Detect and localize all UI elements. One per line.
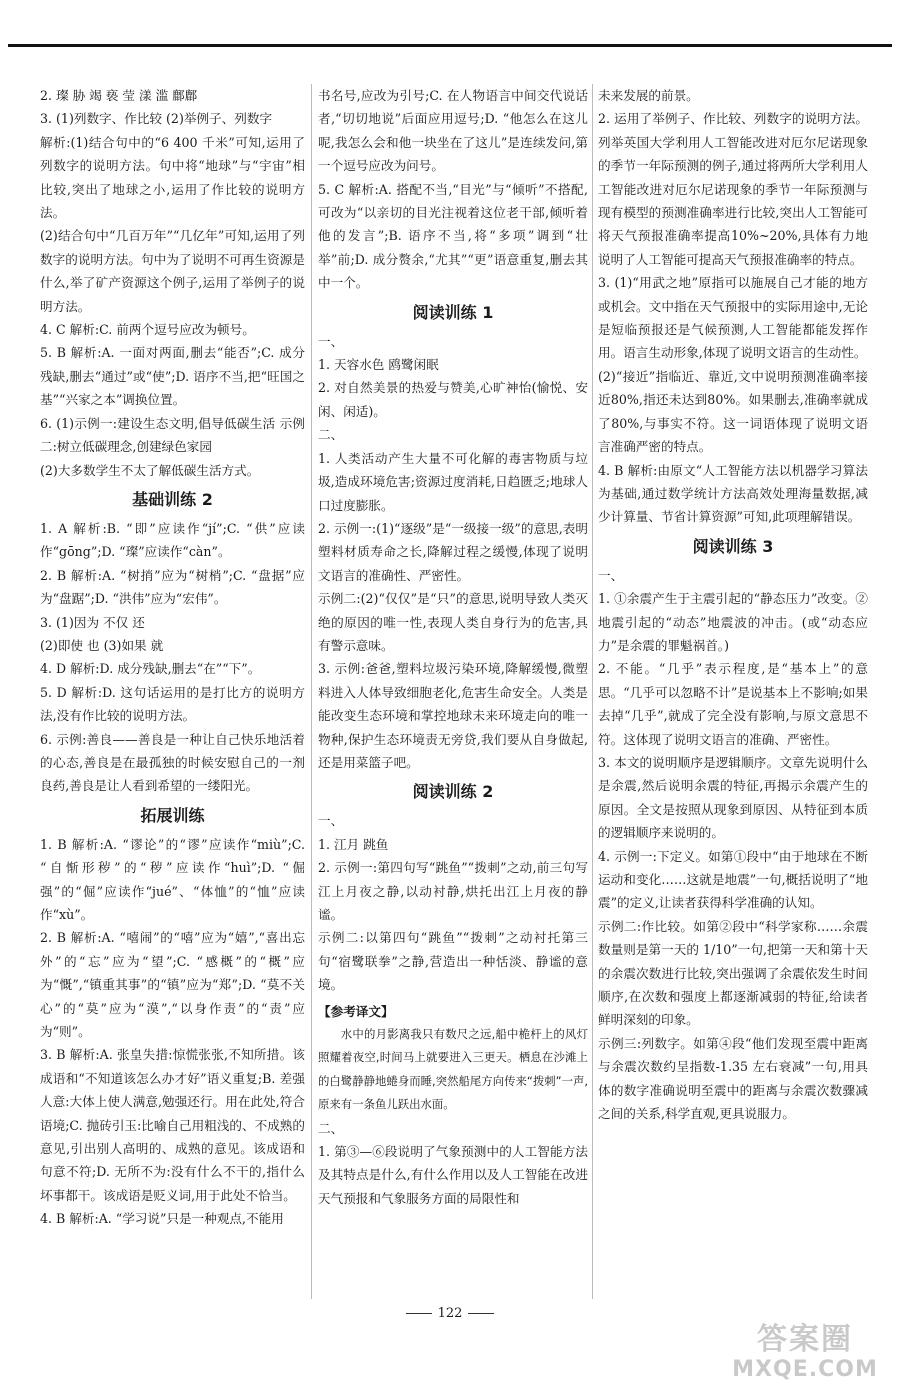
answer-paragraph: 示例二:以第四句“跳鱼”“拨刺”之动衬托第三句“宿鹭联拳”之静,营造出一种恬淡、静谧的意境。 (318, 930, 588, 993)
answer-paragraph: 示例二:(2)“仅仅”是“只”的意思,说明导致人类灭绝的原因的唯一性,表现人类自身行为的危害,具有警示意味。 (318, 591, 588, 653)
answer-paragraph: 3. B 解析:A. 张皇失措:惊慌张张,不知所措。该成语和“不知道该怎么办才好”语义重复;B. 差强人意:大体上使人满意,勉强还行。用在此处,符合语境;C. 抛砖引玉:比喻自己用粗浅的、不成熟的意见,引出别人高明的、成熟的意见。该成语和句意不符;D. 无所不为:没有什么不干的,指什么坏事都干。该成语是贬义词,用于此处不恰当。 (40, 1047, 305, 1203)
answer-paragraph: 1. ①余震产生于主震引起的“静态压力”改变。②地震引起的“动态”地震波的冲击。(或“动态应力”是余震的罪魁祸首。) (598, 591, 868, 653)
answer-paragraph: 1. 江月 跳鱼 (318, 836, 389, 852)
answer-paragraph: 二、 (318, 427, 344, 443)
answer-paragraph: 6. 示例:善良——善良是一种让自己快乐地活着的心态,善良是在最孤独的时候安慰自己的一剂良药,善良是让人看到希望的一缕阳光。 (40, 731, 305, 794)
answer-paragraph: 5. C 解析:A. 搭配不当,“目光”与“倾听”不搭配,可改为“以亲切的目光注视着这位老干部,倾听着他的发言”;B. 语序不当,将“多项”调到“壮举”前;D. 成分赘余,“尤其”“更”语意重复,删去其中一个。 (318, 181, 588, 291)
answer-paragraph: 5. D 解析:D. 这句话运用的是打比方的说明方法,没有作比较的说明方法。 (40, 684, 305, 724)
column-left (40, 84, 305, 1231)
section-heading: 基础训练 2 (132, 489, 213, 509)
answer-paragraph: 示例二:作比较。如第②段中“科学家称……余震数量则是第一天的 1/10”一句,把第一天和第十天的余震次数进行比较,突出强调了余震依发生时间顺序,在次数和强度上都逐渐减弱的特征,给读者鲜明深刻的印象。 (598, 918, 868, 1028)
answer-paragraph: 4. D 解析:D. 成分残缺,删去“在”“下”。 (40, 661, 261, 677)
answer-paragraph: 2. B 解析:A. “嘻闹”的“嘻”应为“嬉”,“喜出忘外”的“忘”应为“望”;C. “感概”的“概”应为“慨”,“镇重其事”的“镇”应为“郑”;D. “莫不关心”的“莫”应为“漠”,“以身作责”的“责”应为“则”。 (40, 930, 305, 1040)
answer-paragraph: 书名号,应改为引号;C. 在人物语言中间交代说话者,“切切地说”后面应用逗号;D. “他怎么在这儿呢,我怎么会和他一块坐在了这儿”是连续发问,第一个逗号应改为问号。 (318, 88, 588, 174)
answer-paragraph: (2)“接近”指临近、靠近,文中说明预测准确率接近80%,指还未达到80%。如果删去,准确率就成了80%,与事实不符。这一词语体现了说明文语言准确严密的特点。 (598, 368, 868, 455)
answer-paragraph: 示例三:列数字。如第④段“他们发现至震中距离与余震次数约呈指数-1.35 左右衰减”一句,用具体的数字准确说明至震中的距离与余震次数骤减之间的关系,科学直观,更具说服力。 (598, 1035, 868, 1122)
column-middle (318, 84, 588, 1210)
answer-paragraph: 未来发展的前景。 (598, 88, 699, 103)
answer-paragraph: 2. 示例一:第四句写“跳鱼”“拨刺”之动,前三句写江上月夜之静,以动衬静,烘托出江上月夜的静谧。 (318, 860, 588, 922)
reference-label: 【参考译文】 (318, 1003, 394, 1019)
section-heading: 阅读训练 1 (412, 302, 494, 322)
answer-paragraph: 4. B 解析:A. “学习说”只是一种观点,不能用 (40, 1211, 284, 1227)
section-heading: 拓展训练 (140, 805, 205, 825)
answer-paragraph: 1. 第③—⑥段说明了气象预测中的人工智能方法及其特点是什么,有什么作用以及人工智能在改进天气预报和气象服务方面的局限性和 (318, 1144, 588, 1206)
answer-paragraph: 一、 (318, 333, 344, 349)
answer-paragraph: 3. (1)“用武之地”原指可以施展自己才能的地方或机会。文中指在天气预报中的实际用途中,无论是短临预报还是气候预测,人工智能都能发挥作用。语言生动形象,体现了说明文语言的生动性。 (598, 275, 868, 361)
watermark-logo: 答案圈 (757, 1322, 853, 1357)
answer-paragraph: 1. A 解析:B. “即”应读作“jí”;C. “供”应读作“gōng”;D. “璨”应读作“càn”。 (40, 520, 305, 560)
answer-paragraph: 3. (1)列数字、作比较 (2)举例子、列数字 (40, 111, 273, 127)
answer-paragraph: 2. 对自然美景的热爱与赞美,心旷神怡(愉悦、安闲、闲适)。 (318, 380, 588, 419)
answer-paragraph: (2)即使 也 (3)如果 就 (40, 637, 164, 653)
section-heading: 阅读训练 2 (412, 782, 494, 802)
answer-paragraph: 一、 (598, 567, 624, 583)
answer-paragraph: 3. 示例:爸爸,塑料垃圾污染环境,降解缓慢,微塑料进入人体导致细胞老化,危害生命安全。人类是能改变生态环境和掌控地球未来环境走向的唯一物种,保护生态环境责无旁贷,我们要从自身做起,还是用菜篮子吧。 (318, 661, 588, 770)
answer-paragraph: 2. 璨 胁 竭 亵 莹 漾 滥 鄜鄜 (40, 88, 198, 103)
answer-paragraph: 3. 本文的说明顺序是逻辑顺序。文章先说明什么是余震,然后说明余震的特征,再揭示余震产生的原因。全文是按照从现象到原因、从特征到本质的逻辑顺序来说明的。 (598, 754, 868, 841)
answer-paragraph: 2. B 解析:A. “树捎”应为“树梢”;C. “盘据”应为“盘踞”;D. “洪伟”应为“宏伟”。 (40, 567, 305, 607)
section-heading: 阅读训练 3 (692, 536, 774, 556)
answer-paragraph: 一、 (318, 813, 344, 829)
answer-paragraph: 1. 天容水色 鸥鹭闲眠 (318, 357, 439, 373)
top-rule (8, 44, 892, 47)
answer-paragraph: 4. 示例一:下定义。如第①段中“由于地球在不断运动和变化……这就是地震”一句,概括说明了“地震”的定义,让读者获得科学准确的认知。 (598, 848, 868, 911)
watermark (720, 1322, 890, 1382)
watermark-url: MXQE.COM (732, 1357, 878, 1382)
answer-paragraph: 1. B 解析:A. “谬论”的“谬”应读作“miù”;C. “自惭形秽”的“秽”应读作“huì”;D. “倔强”的“倔”应读作“jué”、“体恤”的“恤”应读作“xù”。 (40, 836, 305, 922)
answer-paragraph: 1. 人类活动产生大量不可化解的毒害物质与垃圾,造成环境危害;资源过度消耗,日趋匮乏;地球人口过度膨胀。 (318, 450, 588, 513)
column-divider (592, 84, 593, 1299)
answer-paragraph: 4. B 解析:由原文“人工智能方法以机器学习算法为基础,通过数学统计方法高效处理海量数据,减少计算量、节省计算资源”可知,此项理解错误。 (598, 462, 868, 525)
answer-paragraph: 4. C 解析:C. 前两个逗号应改为顿号。 (40, 322, 255, 338)
answer-paragraph: 5. B 解析:A. 一面对两面,删去“能否”;C. 成分残缺,删去“通过”或“使”;D. 语序不当,把“旺国之基”“兴家之本”调换位置。 (40, 345, 305, 408)
column-right (598, 84, 868, 1125)
answer-paragraph: 2. 运用了举例子、作比较、列数字的说明方法。列举英国大学利用人工智能改进对厄尔尼诺现象的季节一年际预测的例子,通过将两所大学利用人工智能改进对厄尔尼诺现象的季节一年际预测与现有模型的预测准确率进行比较,突出人工智能可将天气预报准确率提高10%~20%,具体有力地说明了人工智能可提高天气预报准确率的特点。 (598, 111, 868, 267)
column-divider (311, 84, 312, 1299)
answer-paragraph: (2)大多数学生不太了解低碳生活方式。 (40, 462, 260, 478)
answer-paragraph: (2)结合句中“几百万年”“几亿年”可知,运用了列数字的说明方法。句中为了说明不可再生资源是什么,举了矿产资源这个例子,运用了举例子的说明方法。 (40, 228, 305, 314)
page-number: 122 (390, 1306, 510, 1321)
translation-text: 水中的月影离我只有数尺之远,船中桅杆上的风灯照耀着夜空,时间马上就要进入三更天。栖息在沙滩上的白鹭静静地蜷身而睡,突然船尾方向传来“拨刺”一声,原来有一条鱼儿跃出水面。 (318, 1027, 588, 1112)
answer-paragraph: 6. (1)示例一:建设生态文明,倡导低碳生活 示例二:树立低碳理念,创建绿色家园 (40, 415, 305, 455)
answer-paragraph: 2. 示例一:(1)“逐级”是“一级接一级”的意思,表明塑料材质寿命之长,降解过程之缓慢,体现了说明文语言的准确性、严密性。 (318, 520, 588, 583)
answer-paragraph: 解析:(1)结合句中的“6 400 千米”可知,运用了列数字的说明方法。句中将“地球”与“宇宙”相比较,突出了地球之小,运用了作比较的说明方法。 (40, 134, 305, 221)
answer-paragraph: 2. 不能。“几乎”表示程度,是“基本上”的意思。“几乎可以忽略不计”是说基本上不影响;如果去掉“几乎”,就成了完全没有影响,与原文意思不符。这体现了说明文语言的准确、严密性。 (598, 661, 868, 747)
answer-paragraph: 二、 (318, 1120, 344, 1136)
answer-paragraph: 3. (1)因为 不仅 还 (40, 614, 145, 630)
